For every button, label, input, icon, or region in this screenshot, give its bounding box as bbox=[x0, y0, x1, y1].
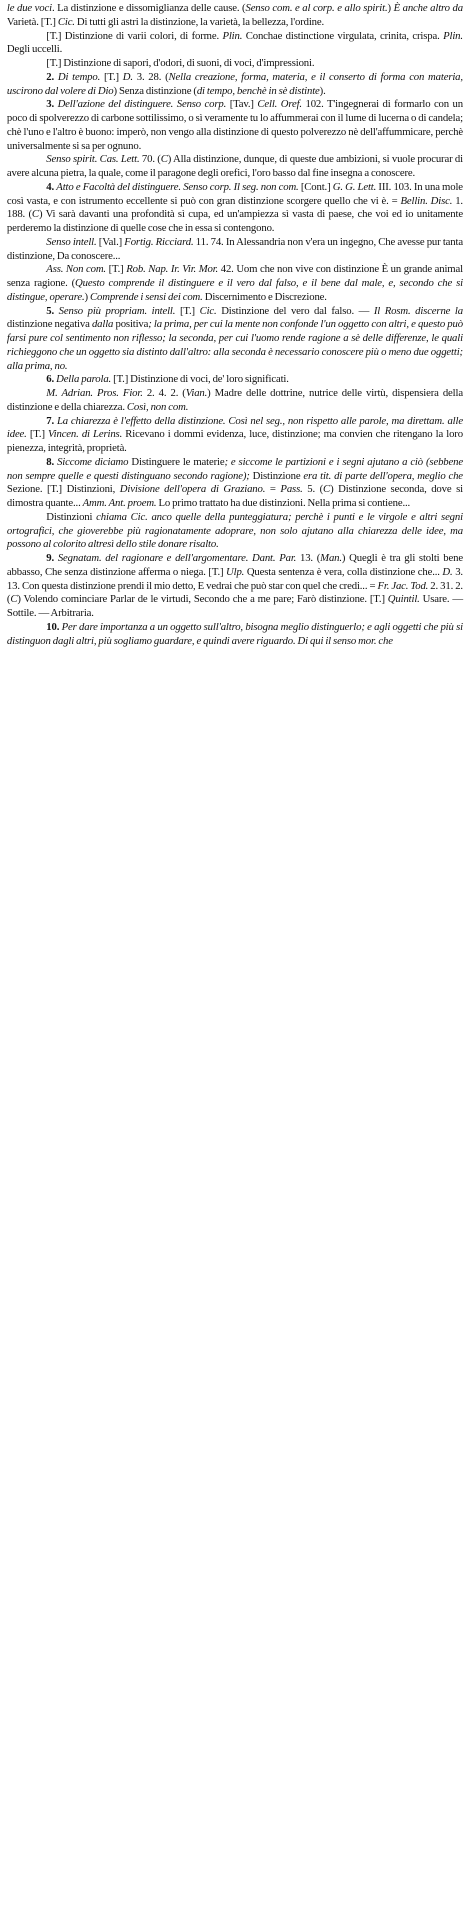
italic-run: Nella creazione, forma, materia, e il conserto di forma con materia, uscirono dal volere di Dio bbox=[6, 70, 463, 97]
entry-paragraph bbox=[7, 305, 463, 374]
italic-run: Fortig. Ricciard. bbox=[124, 235, 194, 248]
text-run: ) Vi sarà davanti una profondità sì cupa, ed un'ampiezza sì vasta di paese, che voi ed io unitamente perderemo la distinzione di quelle cose che in essa si contengono. bbox=[6, 208, 463, 234]
italic-run: ; la prima, per cui la mente non confonde l'un oggetto con altri, e questo può farsi pure col sentimento non riflesso; la seconda, per cui l'uomo rende ragione a sè delle differenze, le quali richieggono che un oggetto sia distinto dall'altro: alla seconda è necessario conoscere più o meno due oggetti; alla prima, no. bbox=[6, 318, 463, 372]
italic-run: La chiarezza è l'effetto della distinzione. Così nel seg., non rispetto alle parole, ma direttam. alle idee. bbox=[6, 414, 463, 441]
italic-run: C bbox=[31, 208, 39, 221]
entry-paragraph bbox=[7, 153, 463, 181]
italic-run: C bbox=[160, 153, 168, 166]
italic-run: Siccome diciamo bbox=[57, 455, 129, 468]
text-run: ). bbox=[319, 84, 326, 97]
text-run: 5. ( bbox=[302, 483, 324, 496]
italic-run: È anche altro da bbox=[393, 2, 463, 14]
entry-paragraph bbox=[7, 621, 463, 649]
text-run: 2. 31. 2. ( bbox=[6, 579, 463, 606]
italic-run: Così, non com. bbox=[126, 400, 189, 413]
text-run: 102. T'ingegnerai di formarlo con un poco di spolverezzo di carbone sottilissimo, o sì veramente tu lo affummerai con il lume di lucerna o di candela; chè l'uno e l'altro è buono: imperò, non vengo alla distinzione di questo polverezzo nè dell'affummicare, perchè universalmente si sa per ognuno. bbox=[6, 98, 463, 152]
text-run: [T.] bbox=[100, 70, 123, 83]
text-run: Conchae distinctione virgulata, crinita, crispa. bbox=[242, 29, 444, 42]
italic-run: Atto e Facoltà del distinguere. Senso corp. Il seg. non com. bbox=[56, 180, 299, 193]
text-run: 13. ( bbox=[296, 552, 321, 564]
sense-number: 8. bbox=[46, 455, 58, 468]
italic-run: Amm. Ant. proem. bbox=[82, 497, 157, 509]
text-run: [Tav.] bbox=[226, 98, 258, 111]
text-run: Degli uccelli. bbox=[6, 43, 63, 56]
sense-number: 10. bbox=[46, 620, 62, 633]
italic-run: Senso com. e al corp. e allo spirit. bbox=[245, 2, 388, 14]
text-run: [T.] Distinzione di sapori, d'odori, di suoni, di voci, d'impressioni. bbox=[46, 57, 315, 69]
text-run: Distinzioni bbox=[46, 510, 97, 523]
italic-run: Pass. bbox=[280, 483, 303, 496]
sense-number: 2. bbox=[46, 70, 58, 83]
italic-run: Cic. bbox=[57, 15, 75, 28]
text-run: distinzione negativa bbox=[6, 318, 92, 331]
entry-paragraph bbox=[7, 552, 463, 621]
italic-run: Quintil. bbox=[387, 593, 420, 606]
italic-run: Plin. bbox=[443, 29, 463, 42]
italic-run: le due voci bbox=[6, 2, 52, 14]
italic-run: Segnatam. del ragionare e dell'argomentare. Dant. Par. bbox=[57, 552, 297, 564]
italic-run: Ass. Non com. bbox=[46, 263, 106, 276]
text-run: [T.] bbox=[105, 263, 127, 276]
text-run: ) Alla distinzione, dunque, di queste due ambizioni, si vuole procurar di avere alcuna pietra, la quale, come il paragone degli orefici, l'oro basso dal fine insegna a conoscere. bbox=[6, 153, 463, 179]
italic-run: Plin. bbox=[222, 29, 243, 42]
italic-run: Ulp. bbox=[226, 565, 245, 578]
text-run: [T.] bbox=[26, 428, 49, 441]
entry-paragraph bbox=[7, 98, 463, 153]
text-run: Di tutti gli astri la distinzione, la varietà, la bellezza, l'ordine. bbox=[74, 15, 325, 28]
text-run: Questa sentenza è vera, colla distinzione che... bbox=[244, 565, 443, 578]
sense-number: 4. bbox=[46, 180, 57, 193]
entry-paragraph bbox=[7, 236, 463, 264]
text-run: ) bbox=[84, 290, 91, 303]
entry-paragraph bbox=[7, 71, 463, 99]
entry-paragraph bbox=[7, 415, 463, 456]
text-run: ) Madre delle dottrine, nutrice delle virtù, dispensiera della distinzione e della chiarezza. bbox=[6, 387, 463, 413]
text-run: ) bbox=[387, 2, 394, 14]
italic-run: Di tempo. bbox=[57, 70, 101, 83]
text-run: 42. Uom che non vive con distinzione È un grande animal senza ragione. ( bbox=[6, 263, 463, 289]
entry-paragraph bbox=[7, 181, 463, 236]
italic-run: Dell'azione del distinguere. Senso corp. bbox=[57, 98, 227, 111]
text-run: 3. 13. Con questa distinzione prendi il mio detto, E vedrai che può star con quel che credi... = bbox=[6, 565, 463, 592]
text-run: ) Distinzione seconda, dove si dimostra quante... bbox=[6, 483, 463, 509]
italic-run: Vincen. di Lerins. bbox=[48, 428, 123, 441]
text-run: III. 103. In una mole così vasta, e con istrumento eccellente si può con gran distinzione scorgere quello che vi è. = bbox=[6, 180, 463, 207]
italic-run: Il Rosm. discerne la bbox=[373, 304, 463, 317]
text-run: Usare. — Sottile. — Arbitraria. bbox=[6, 593, 463, 619]
entry-paragraph bbox=[7, 2, 463, 30]
text-run: Distinzione del vero dal falso. — bbox=[216, 304, 374, 317]
text-run: 70. ( bbox=[139, 153, 161, 166]
sense-number: 9. bbox=[46, 552, 58, 564]
sense-number: 7. bbox=[46, 414, 57, 427]
italic-run: di tempo, benchè in sè distinte bbox=[196, 84, 320, 97]
italic-run: Senso più propriam. intell. bbox=[58, 304, 176, 317]
text-run: [T.] Distinzione di varii colori, di forme. bbox=[46, 29, 223, 42]
italic-run: Man. bbox=[320, 552, 342, 564]
entry-paragraph bbox=[7, 373, 463, 387]
text-run: 1. 188. ( bbox=[6, 194, 463, 221]
text-run: ) Quegli è tra gli stolti bene abbasso, Che senza distinzione afferma o niega. [T.] bbox=[6, 552, 463, 578]
text-run: Sezione. [T.] Distinzioni, bbox=[6, 483, 120, 496]
text-run: Lo primo trattato ha due distinzioni. Nella prima si contiene... bbox=[156, 497, 411, 509]
italic-run: dalla bbox=[91, 318, 114, 331]
italic-run: Divisione dell'opera di Graziano. bbox=[119, 483, 266, 496]
text-run: Discernimento e Discrezione. bbox=[202, 290, 327, 303]
text-run: 3. 28. ( bbox=[132, 70, 169, 83]
text-run: = bbox=[265, 483, 281, 496]
italic-run: Senso spirit. Cas. Lett. bbox=[46, 153, 140, 166]
text-run: 2. 4. 2. ( bbox=[142, 387, 186, 399]
text-run: [Val.] bbox=[96, 235, 125, 248]
italic-run: era tit. di parte dell'opera, meglio che bbox=[303, 469, 463, 482]
italic-run: D. bbox=[442, 565, 453, 578]
italic-run: D. bbox=[122, 70, 133, 83]
italic-run: Comprende i sensi dei com. bbox=[90, 290, 203, 303]
italic-run: Cic. bbox=[199, 304, 217, 317]
italic-run: Bellin. Disc. bbox=[400, 194, 453, 207]
italic-run: Per dare importanza a un oggetto sull'altro, bisogna meglio distinguerlo; e agli oggetti che più si distinguon dagli altri, più sogliamo guardare, e quindi avere riguardo. Di qui il senso mor. che bbox=[6, 620, 463, 647]
entry-paragraph bbox=[7, 57, 463, 71]
text-run: ) Senza distinzione ( bbox=[113, 84, 197, 97]
text-run: Varietà. [T.] bbox=[6, 15, 58, 28]
text-run: . La distinzione e dissomiglianza delle cause. ( bbox=[51, 2, 246, 14]
entry-paragraph bbox=[7, 456, 463, 511]
text-run: [T.] bbox=[175, 304, 200, 317]
italic-run: ; e siccome le partizioni e i segni ajutano a ciò (sebbene non sempre quelle e questi distinguano secondo ragione); bbox=[6, 455, 463, 482]
text-run: [Cont.] bbox=[298, 180, 333, 193]
italic-run: Rob. Nap. Ir. Vir. Mor. bbox=[126, 263, 219, 276]
italic-run: Senso intell. bbox=[46, 235, 97, 248]
entry-paragraph bbox=[7, 30, 463, 58]
text-run: positiva bbox=[113, 318, 149, 331]
text-run: 11. 74. In Alessandria non v'era un ingegno, Che avesse pur tanta distinzione, Da conoscere... bbox=[6, 235, 463, 262]
italic-run: G. G. Lett. bbox=[332, 180, 377, 193]
text-run: Ricevano i dommi evidenza, luce, distinzione; ma convien che ritengano la loro pienezza, integrità, proprietà. bbox=[6, 428, 463, 454]
text-run: Distinzione bbox=[249, 469, 304, 482]
sense-number: 5. bbox=[46, 304, 59, 317]
italic-run: Della parola. bbox=[56, 373, 112, 386]
sense-number: 3. bbox=[46, 98, 58, 111]
italic-run: C bbox=[10, 593, 18, 606]
entry-paragraph bbox=[7, 263, 463, 304]
italic-run: Fr. Jac. Tod. bbox=[377, 579, 429, 592]
italic-run: Cell. Oref. bbox=[257, 98, 302, 111]
entry-paragraph bbox=[7, 387, 463, 415]
italic-run: C bbox=[323, 483, 331, 496]
italic-run: Vian. bbox=[185, 387, 208, 399]
text-run: [T.] Distinzione di voci, de' loro significati. bbox=[111, 373, 289, 386]
sense-number: 6. bbox=[46, 373, 57, 386]
italic-run: M. Adrian. Pros. Fior. bbox=[46, 387, 143, 399]
text-run: ) Volendo cominciare Parlar de le virtudi, Secondo che a me pare; Farò distinzione. [T.] bbox=[17, 593, 388, 606]
italic-run: chiama Cic. anco quelle della punteggiatura; perchè i punti e le virgole e altri segni ortografici, che gioverebbe più ragionatamente adoprare, non solo ajutano alla chiarezza delle idee, ma possono al colorito altresì dello stile donare risalto. bbox=[6, 510, 463, 551]
italic-run: Questo comprende il distinguere e il vero dal falso, e il bene dal male, e, secondo che si distingue, operare. bbox=[6, 277, 463, 303]
text-run: Distinguere le materie bbox=[128, 455, 225, 468]
entry-paragraph bbox=[7, 511, 463, 552]
